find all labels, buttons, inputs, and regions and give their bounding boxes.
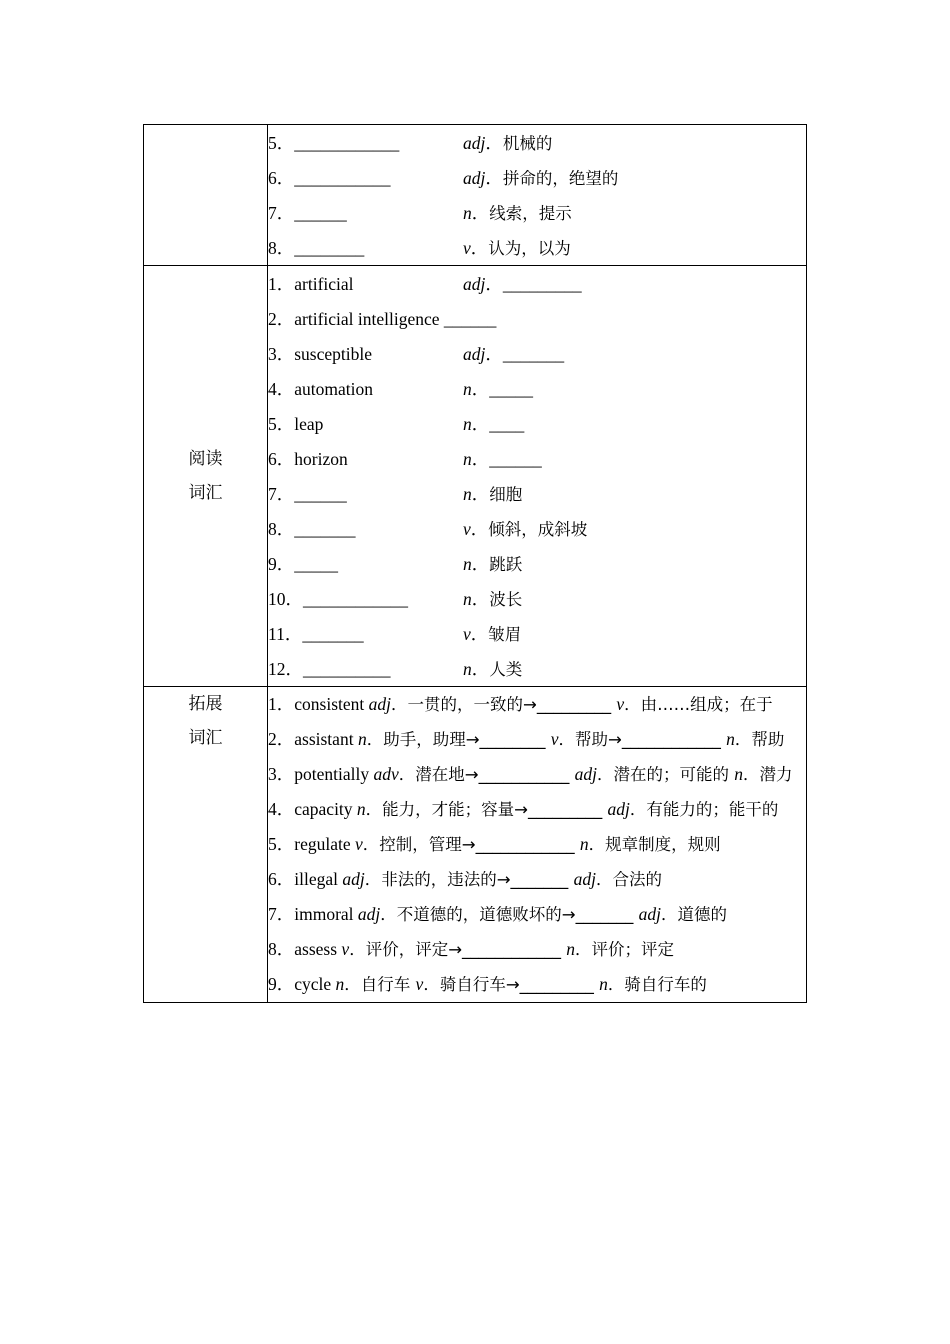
part-of-speech: v bbox=[550, 729, 559, 749]
meaning: ．潜在的；可能的 bbox=[596, 765, 735, 784]
list-item bbox=[268, 511, 806, 546]
part-of-speech: v bbox=[616, 694, 625, 714]
meaning: ．骑自行车的 bbox=[607, 975, 707, 994]
item-number: 12． bbox=[268, 659, 303, 679]
word: horizon bbox=[294, 449, 348, 469]
separator: ． bbox=[485, 274, 503, 294]
section1-content bbox=[268, 125, 807, 266]
meaning-with-blank: ．潜在地→___________ bbox=[398, 765, 575, 784]
separator: ． bbox=[471, 484, 490, 504]
word: leap bbox=[294, 414, 324, 434]
part-of-speech: adj bbox=[463, 133, 486, 153]
item-number: 10． bbox=[268, 589, 303, 609]
meaning: ．评价；评定 bbox=[575, 940, 675, 959]
word: 6．illegal bbox=[268, 869, 343, 889]
list-item bbox=[268, 441, 806, 476]
meaning: ．合法的 bbox=[595, 870, 662, 889]
separator: ． bbox=[470, 624, 489, 644]
answer-blank[interactable]: __________ bbox=[303, 659, 391, 679]
item-number: 2． bbox=[268, 309, 295, 329]
answer-blank[interactable]: _____ bbox=[489, 379, 533, 399]
section2-content bbox=[268, 266, 807, 687]
part-of-speech: n bbox=[579, 834, 589, 854]
meaning-with-blank: ．能力，才能；容量→_________ bbox=[365, 800, 608, 819]
category-label: 词汇 bbox=[188, 483, 223, 503]
meaning: 跳跃 bbox=[489, 555, 523, 574]
answer-blank[interactable]: _____ bbox=[294, 554, 338, 574]
item-number: 11． bbox=[268, 624, 303, 644]
part-of-speech: n bbox=[357, 729, 367, 749]
list-item bbox=[268, 195, 806, 230]
word: 5．regulate bbox=[268, 834, 355, 854]
answer-blank[interactable]: ____________ bbox=[303, 589, 408, 609]
list-item bbox=[268, 546, 806, 581]
word: 9．cycle bbox=[268, 974, 336, 994]
answer-blank[interactable]: ______ bbox=[443, 309, 497, 329]
part-of-speech: n bbox=[463, 203, 472, 223]
list-item bbox=[268, 722, 806, 757]
list-item bbox=[268, 827, 806, 862]
part-of-speech: adj bbox=[463, 168, 486, 188]
item-number: 6． bbox=[268, 168, 295, 188]
separator: ． bbox=[471, 659, 490, 679]
list-item bbox=[268, 406, 806, 441]
part-of-speech: n bbox=[734, 764, 743, 784]
word: 1．consistent bbox=[268, 694, 369, 714]
answer-blank[interactable]: ______ bbox=[294, 484, 347, 504]
part-of-speech: n bbox=[463, 554, 472, 574]
category-label: 词汇 bbox=[188, 728, 223, 748]
part-of-speech: n bbox=[335, 974, 345, 994]
part-of-speech: v bbox=[463, 519, 471, 539]
meaning: 拼命的，绝望的 bbox=[502, 169, 619, 188]
item-number: 6． bbox=[268, 449, 295, 469]
meaning-with-blank: ．帮助→____________ bbox=[558, 730, 727, 749]
item-number: 5． bbox=[268, 414, 295, 434]
list-item bbox=[268, 616, 806, 651]
meaning: ．道德的 bbox=[661, 905, 727, 924]
answer-blank[interactable]: ____________ bbox=[294, 133, 400, 153]
meaning: 倾斜，成斜坡 bbox=[488, 520, 588, 539]
item-number: 3． bbox=[268, 344, 295, 364]
meaning-with-blank: ．不道德的，道德败坏的→_______ bbox=[380, 905, 639, 924]
part-of-speech: adv bbox=[373, 764, 399, 784]
part-of-speech: v bbox=[463, 238, 471, 258]
section-extended-vocab bbox=[144, 687, 807, 1003]
item-number: 8． bbox=[268, 238, 295, 258]
item-number: 8． bbox=[268, 519, 295, 539]
answer-blank[interactable]: ____ bbox=[489, 414, 525, 434]
category-label: 拓展 bbox=[188, 694, 223, 714]
list-item bbox=[268, 476, 806, 511]
separator: ． bbox=[485, 133, 503, 153]
part-of-speech: n bbox=[599, 974, 608, 994]
part-of-speech: n bbox=[356, 799, 366, 819]
word: artificial bbox=[294, 274, 354, 294]
part-of-speech: n bbox=[726, 729, 735, 749]
part-of-speech: adj bbox=[342, 869, 365, 889]
section-core-vocab-continued bbox=[144, 125, 807, 266]
list-item bbox=[268, 581, 806, 616]
item-number: 5． bbox=[268, 133, 295, 153]
item-number: 7． bbox=[268, 484, 295, 504]
meaning: 细胞 bbox=[489, 485, 523, 504]
meaning-with-blank: ．评价，评定→____________ bbox=[349, 940, 567, 959]
category-cell-empty bbox=[144, 125, 268, 266]
part-of-speech: adj bbox=[574, 764, 597, 784]
meaning: ．帮助 bbox=[734, 730, 785, 749]
answer-blank[interactable]: _________ bbox=[502, 274, 582, 294]
section-reading-vocab bbox=[144, 266, 807, 687]
part-of-speech: n bbox=[463, 589, 472, 609]
part-of-speech: n bbox=[463, 414, 472, 434]
word: 8．assess bbox=[268, 939, 342, 959]
meaning-with-blank: ．一贯的，一致的→_________ bbox=[391, 695, 617, 714]
meaning-with-blank: ．控制，管理→____________ bbox=[362, 835, 580, 854]
meaning: 人类 bbox=[489, 660, 523, 679]
separator: ． bbox=[485, 344, 503, 364]
meaning: 认为，以为 bbox=[488, 239, 571, 258]
part-of-speech: v bbox=[354, 834, 363, 854]
vocabulary-table bbox=[143, 124, 807, 1003]
part-of-speech: n bbox=[463, 449, 472, 469]
separator: ． bbox=[471, 449, 490, 469]
separator: ． bbox=[471, 589, 490, 609]
meaning: ．有能力的；能干的 bbox=[629, 800, 779, 819]
meaning: ．潜力 bbox=[742, 765, 793, 784]
meaning: 皱眉 bbox=[488, 625, 522, 644]
meaning: 波长 bbox=[489, 590, 523, 609]
answer-blank[interactable]: ______ bbox=[489, 449, 542, 469]
word: 2．assistant bbox=[268, 729, 358, 749]
part-of-speech: v bbox=[463, 624, 471, 644]
list-item bbox=[268, 967, 806, 1002]
meaning: 线索，提示 bbox=[489, 204, 572, 223]
word: 4．capacity bbox=[268, 799, 357, 819]
separator: ． bbox=[470, 238, 489, 258]
item-number: 7． bbox=[268, 203, 295, 223]
list-item bbox=[268, 371, 806, 406]
part-of-speech: n bbox=[463, 484, 472, 504]
meaning: ．规章制度，规则 bbox=[588, 835, 721, 854]
item-number: 1． bbox=[268, 274, 295, 294]
part-of-speech: adj bbox=[368, 694, 391, 714]
list-item bbox=[268, 266, 806, 301]
word: susceptible bbox=[294, 344, 373, 364]
part-of-speech: adj bbox=[573, 869, 596, 889]
list-item bbox=[268, 336, 806, 371]
list-item bbox=[268, 757, 806, 792]
part-of-speech: adj bbox=[607, 799, 630, 819]
category-label: 阅读 bbox=[188, 449, 223, 469]
part-of-speech: adj bbox=[463, 344, 486, 364]
answer-blank[interactable]: ______ bbox=[294, 203, 347, 223]
list-item bbox=[268, 301, 806, 336]
meaning-with-blank: ．助手，助理→________ bbox=[366, 730, 551, 749]
word: artificial intelligence bbox=[294, 309, 440, 329]
answer-blank[interactable]: _______ bbox=[302, 624, 364, 644]
separator: ． bbox=[471, 379, 490, 399]
part-of-speech: adj bbox=[463, 274, 486, 294]
meaning: 机械的 bbox=[502, 134, 553, 153]
separator: ． bbox=[471, 203, 490, 223]
category-cell-reading bbox=[144, 266, 268, 687]
list-item bbox=[268, 125, 806, 160]
meaning-with-blank: ．骑自行车→_________ bbox=[423, 975, 600, 994]
list-item bbox=[268, 687, 806, 722]
part-of-speech: n bbox=[463, 379, 472, 399]
answer-blank[interactable]: _______ bbox=[502, 344, 565, 364]
answer-blank[interactable]: ___________ bbox=[294, 168, 391, 188]
separator: ． bbox=[471, 554, 490, 574]
meaning: ．自行车 bbox=[344, 975, 416, 994]
word: automation bbox=[294, 379, 373, 399]
part-of-speech: n bbox=[566, 939, 576, 959]
part-of-speech: n bbox=[463, 659, 472, 679]
list-item bbox=[268, 230, 806, 265]
list-item bbox=[268, 160, 806, 195]
separator: ． bbox=[485, 168, 503, 188]
item-number: 4． bbox=[268, 379, 295, 399]
list-item bbox=[268, 862, 806, 897]
answer-blank[interactable]: _______ bbox=[294, 519, 356, 539]
list-item bbox=[268, 932, 806, 967]
part-of-speech: v bbox=[415, 974, 424, 994]
part-of-speech: v bbox=[341, 939, 350, 959]
separator: ． bbox=[471, 414, 490, 434]
part-of-speech: adj bbox=[638, 904, 661, 924]
answer-blank[interactable]: ________ bbox=[294, 238, 365, 258]
category-cell-extended bbox=[144, 687, 268, 1003]
word: 3．potentially bbox=[268, 764, 374, 784]
list-item bbox=[268, 792, 806, 827]
meaning: ．由……组成；在于 bbox=[624, 695, 773, 714]
list-item bbox=[268, 651, 806, 686]
separator: ． bbox=[470, 519, 489, 539]
meaning-with-blank: ．非法的，违法的→_______ bbox=[364, 870, 574, 889]
item-number: 9． bbox=[268, 554, 295, 574]
section3-content bbox=[268, 687, 807, 1003]
part-of-speech: adj bbox=[357, 904, 381, 924]
word: 7．immoral bbox=[268, 904, 358, 924]
list-item bbox=[268, 897, 806, 932]
